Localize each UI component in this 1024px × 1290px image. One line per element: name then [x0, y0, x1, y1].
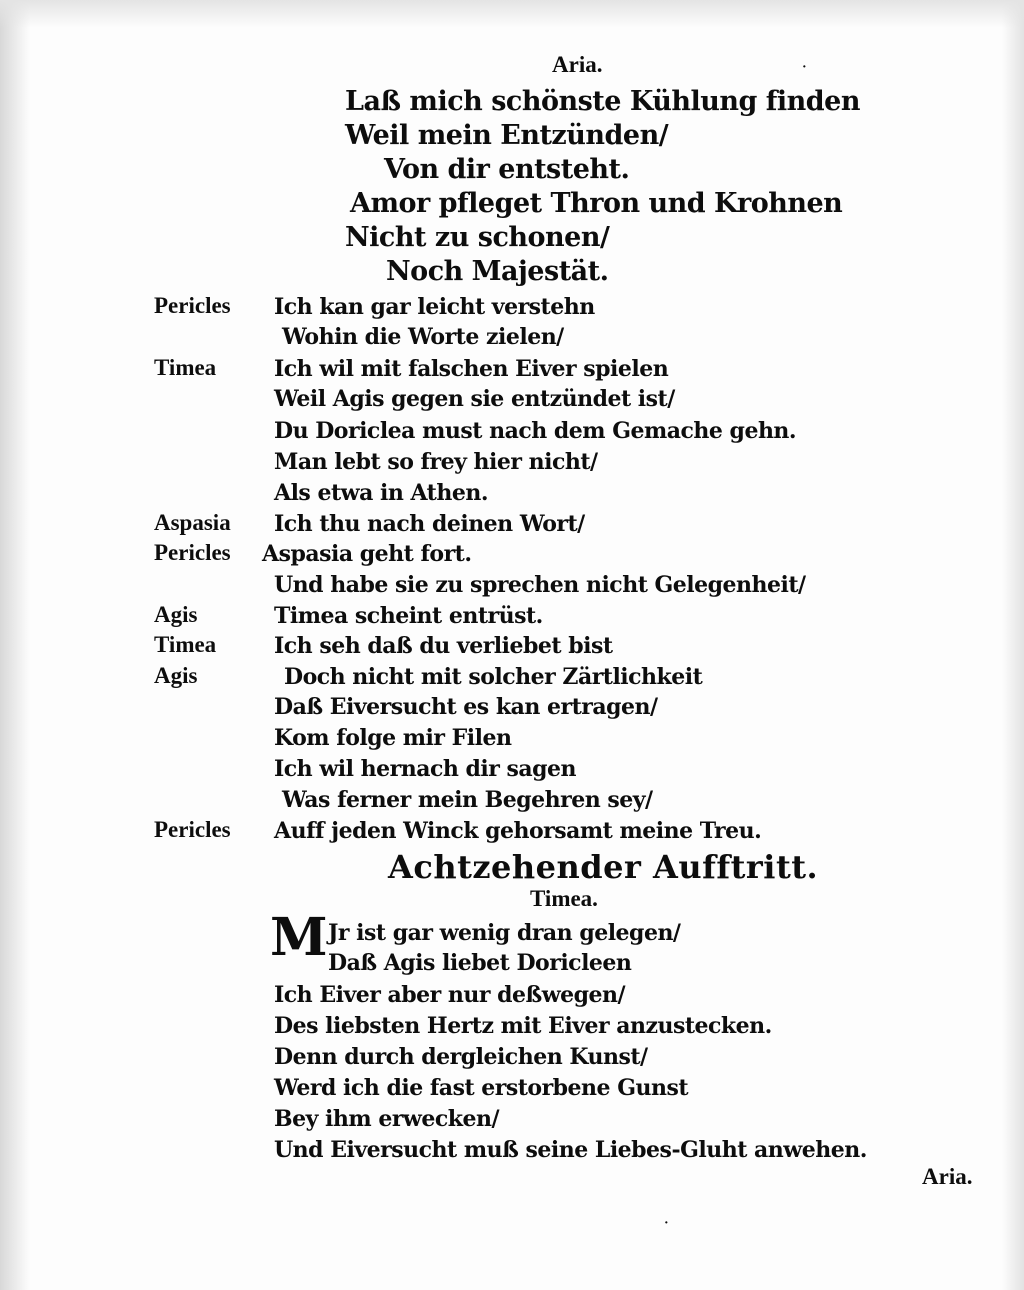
dialogue-line: Doch nicht mit solcher Zärtlichkeit: [284, 664, 703, 690]
speaker-name: Agis: [154, 663, 198, 688]
aria-line: Weil mein Entzünden/: [345, 120, 669, 151]
dialogue-line: Man lebt so frey hier nicht/: [274, 449, 598, 475]
speaker-name: Pericles: [154, 817, 231, 842]
dialogue-line: Als etwa in Athen.: [274, 480, 488, 506]
dialogue-line: Ich seh daß du verliebet bist: [274, 633, 613, 659]
aria-heading: Aria.: [552, 52, 603, 77]
dialogue-line: Du Doriclea must nach dem Gemache gehn.: [274, 418, 797, 444]
monologue-line: Ich Eiver aber nur deßwegen/: [274, 982, 626, 1008]
dialogue-line: Was ferner mein Begehren sey/: [282, 787, 653, 813]
page-edge-shadow-top: [0, 0, 1024, 28]
dialogue-line: Ich kan gar leicht verstehn: [274, 294, 595, 320]
speaker-name: Timea: [154, 355, 217, 380]
monologue-line: Werd ich die fast erstorbene Gunst: [274, 1075, 689, 1101]
dialogue-line: Kom folge mir Filen: [274, 725, 512, 751]
aria-line: Amor pfleget Thron und Krohnen: [350, 188, 843, 219]
dialogue-line: Ich wil mit falschen Eiver spielen: [274, 356, 669, 382]
monologue-line: Denn durch dergleichen Kunst/: [274, 1044, 648, 1070]
catchword: Aria.: [922, 1164, 973, 1189]
page-edge-shadow-left: [0, 0, 30, 1290]
monologue-line: Des liebsten Hertz mit Eiver anzustecken.: [274, 1013, 772, 1039]
speaker-name: Agis: [154, 602, 198, 627]
page-edge-shadow-right: [1002, 0, 1024, 1290]
dialogue-line: Aspasia geht fort.: [262, 541, 472, 567]
dialogue-line: Timea scheint entrüst.: [274, 603, 543, 629]
monologue-line: Jr ist gar wenig dran gelegen/: [328, 920, 681, 946]
speaker-name: Pericles: [154, 540, 231, 565]
dialogue-line: Wohin die Worte zielen/: [282, 324, 564, 350]
scene-title: Achtzehender Aufftritt.: [388, 848, 819, 886]
monologue-line: Daß Agis liebet Doricleen: [328, 950, 632, 976]
aria-line: Noch Majestät.: [386, 256, 609, 287]
dialogue-line: Auff jeden Winck gehorsamt meine Treu.: [274, 818, 762, 844]
ink-speck: ·: [664, 1216, 669, 1231]
monologue-line: Und Eiversucht muß seine Liebes-Gluht anwehen.: [274, 1137, 867, 1163]
speaker-name: Aspasia: [154, 510, 231, 535]
ink-speck: ·: [802, 60, 807, 75]
dialogue-line: Ich wil hernach dir sagen: [274, 756, 577, 782]
dialogue-line: Daß Eiversucht es kan ertragen/: [274, 694, 658, 720]
scene-speaker: Timea.: [530, 886, 598, 911]
speaker-name: Pericles: [154, 293, 231, 318]
dialogue-line: Und habe sie zu sprechen nicht Gelegenheit/: [274, 572, 806, 598]
ornamental-initial: M: [270, 907, 328, 968]
aria-line: Nicht zu schonen/: [345, 222, 610, 253]
aria-line: Von dir entsteht.: [384, 154, 630, 185]
dialogue-line: Ich thu nach deinen Wort/: [274, 511, 585, 537]
monologue-line: Bey ihm erwecken/: [274, 1106, 500, 1132]
speaker-name: Timea: [154, 632, 217, 657]
aria-line: Laß mich schönste Kühlung finden: [345, 86, 860, 117]
dialogue-line: Weil Agis gegen sie entzündet ist/: [274, 386, 675, 412]
